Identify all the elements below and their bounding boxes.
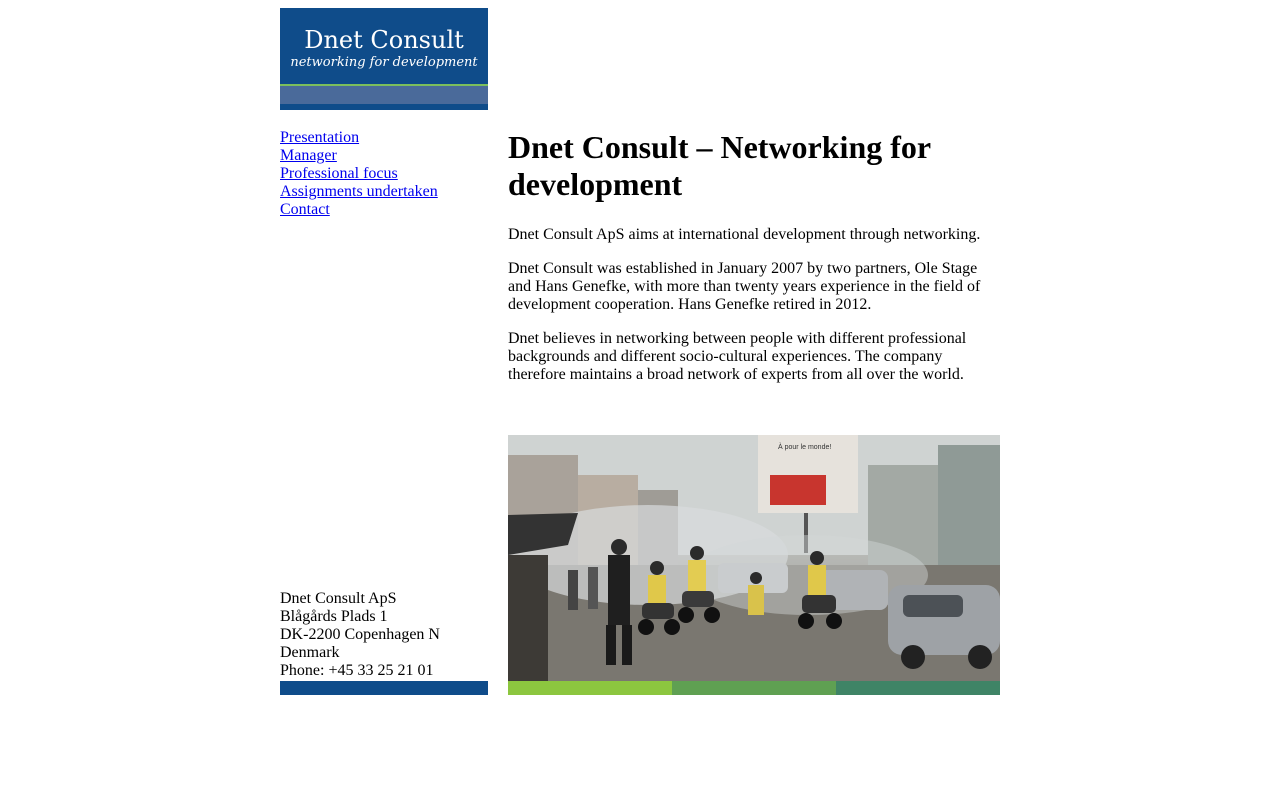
network-paragraph: Dnet believes in networking between people with different professional backgrounds and different socio-cultural experiences. The company therefore maintains a broad network of experts from all over the world. bbox=[508, 330, 967, 383]
logo-band-dark bbox=[280, 104, 488, 110]
logo-title: Dnet Consult bbox=[304, 26, 464, 54]
nav-link-assignments-undertaken[interactable]: Assignments undertaken bbox=[280, 183, 438, 200]
address-street: Blågårds Plads 1 bbox=[280, 608, 388, 625]
nav-link-professional-focus[interactable]: Professional focus bbox=[280, 165, 398, 182]
footer-bar-green-2 bbox=[672, 681, 836, 695]
street-scene-photo bbox=[508, 435, 1000, 681]
intro-paragraph: Dnet Consult ApS aims at international development through networking. bbox=[508, 226, 981, 243]
logo-band-blue bbox=[280, 86, 488, 104]
address-phone: Phone: +45 33 25 21 01 bbox=[280, 662, 434, 679]
logo-tagline: networking for development bbox=[290, 55, 478, 70]
footer-bar-green-1 bbox=[508, 681, 672, 695]
nav-link-contact[interactable]: Contact bbox=[280, 201, 330, 218]
contact-address bbox=[280, 590, 488, 680]
page-title: Dnet Consult – Networking for development bbox=[508, 129, 931, 202]
billboard-text: À pour le monde! bbox=[778, 444, 832, 451]
address-country: Denmark bbox=[280, 644, 340, 661]
main-navigation bbox=[280, 129, 488, 219]
site-logo[interactable] bbox=[280, 8, 488, 110]
main-content bbox=[508, 128, 1000, 384]
nav-link-presentation[interactable]: Presentation bbox=[280, 129, 360, 146]
address-company: Dnet Consult ApS bbox=[280, 590, 397, 607]
history-paragraph: Dnet Consult was established in January 2007 by two partners, Ole Stage and Hans Genefke, with more than twenty years experience in the field of development cooperation. Hans Genefke retired in 2012. bbox=[508, 260, 981, 313]
footer-bar-green-3 bbox=[836, 681, 1000, 695]
address-city: DK-2200 Copenhagen N bbox=[280, 626, 440, 643]
nav-link-manager[interactable]: Manager bbox=[280, 147, 337, 164]
footer-bar-blue bbox=[280, 681, 488, 695]
